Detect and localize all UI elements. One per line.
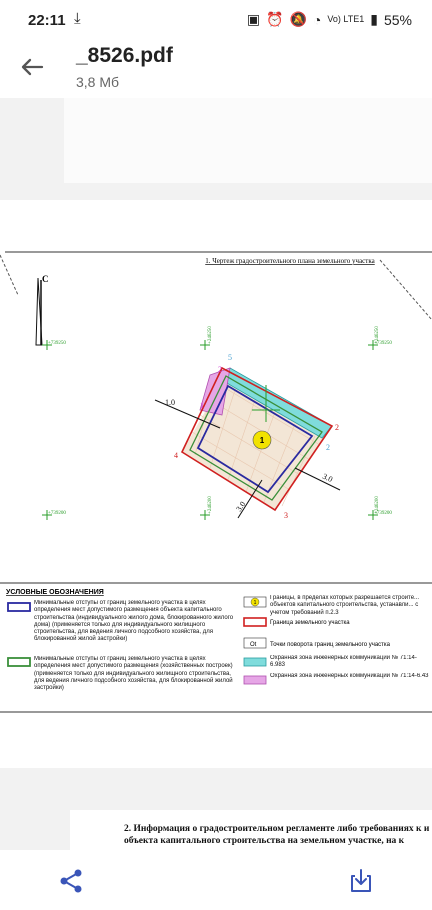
mute-icon: 🔕	[289, 11, 307, 27]
signal-icon: ▮	[370, 11, 378, 27]
legend-right	[244, 595, 432, 691]
download-icon[interactable]	[346, 866, 376, 896]
point-label: 5	[228, 353, 232, 362]
section-heading-continued: объекта капитального строительства на земельном участке, на к	[124, 836, 405, 846]
status-time: 22:11	[28, 12, 66, 29]
share-icon[interactable]	[56, 866, 86, 896]
wifi-icon: ◔	[312, 11, 322, 28]
coord-label: +246250	[208, 326, 213, 344]
legend-item-text: Охранная зона инженерных коммуникаций № 71:14-6.43	[270, 673, 429, 679]
point-label: 2	[326, 443, 330, 452]
point-label: 3	[284, 511, 288, 520]
point-label: 1	[200, 401, 204, 410]
coord-label: +739250	[374, 341, 392, 346]
pdf-page-drawing	[0, 200, 432, 768]
legend-item-text: Минимальные отступы от границ земельного участка в целях определения мест допустимого размещения объекта капитального строительства (индивидуального жилого дома, блокированного жилого дома) (применяется только для индивидуального жилищного строительства, для ведения личного подсобного хозяйства, для блокированной жилой застройки)	[34, 600, 234, 643]
coord-label: +246200	[375, 496, 380, 514]
coord-label: +246200	[208, 496, 213, 514]
file-name: _8526.pdf	[76, 44, 173, 67]
legend-symbol: Ot	[250, 642, 257, 648]
coord-label: +739200	[48, 511, 66, 516]
alarm-icon: ⏰	[266, 11, 284, 27]
pdf-page-previous	[64, 98, 432, 183]
legend-symbol: 1	[253, 600, 257, 606]
coord-label: +739200	[374, 511, 392, 516]
file-size: 3,8 Мб	[76, 74, 120, 90]
legend-item-text: Охранная зона инженерных коммуникаций № 71:14-6.983	[270, 655, 417, 669]
download-status-icon: ⤓	[74, 10, 81, 27]
legend-item-text: Минимальные отступы от границ земельного участка в целях определения мест допустимого размещения (хозяйственных построек) (применяется только для индивидуального жилищного строительства, для ведения личного подсобного хозяйства, для блокированной жилой застройки)	[34, 656, 233, 692]
legend-title: УСЛОВНЫЕ ОБОЗНАЧЕНИЯ	[6, 589, 104, 596]
coord-label: +246250	[375, 326, 380, 344]
legend-item-text: Границы, в пределах которых разрешается строите... объектов капитального строительства, устанавли... с учетом требований п.2.3	[270, 595, 420, 616]
legend-item-text: Точки поворота границ земельного участка	[270, 642, 390, 648]
north-label: С	[42, 274, 49, 284]
app-bar	[0, 40, 432, 98]
coord-label: +739250	[48, 341, 66, 346]
pdf-page[interactable]	[0, 200, 432, 768]
point-label: 2	[218, 365, 222, 374]
dimension-label: 3.0	[234, 499, 248, 514]
point-label: 4	[174, 451, 178, 460]
bottom-action-bar	[0, 850, 432, 910]
battery-percent: 55%	[383, 11, 412, 28]
photo-icon: ▣	[246, 11, 261, 27]
section-heading: 2. Информация о градостроительном регламенте либо требованиях к и	[124, 824, 430, 834]
dimension-label: 1.0	[165, 398, 175, 407]
drawing-title: 1. Чертеж градостроительного плана земельного участка	[205, 257, 375, 265]
dimension-label: 3.0	[321, 471, 335, 485]
status-icons	[247, 11, 412, 28]
point-label: 2	[335, 423, 339, 432]
zone-label: 1	[259, 436, 265, 445]
back-arrow-icon[interactable]	[18, 52, 48, 82]
status-bar	[0, 0, 432, 40]
legend-item-text: Граница земельного участка	[270, 620, 350, 626]
network-label: Vo) LTE1	[327, 14, 365, 24]
legend-left	[8, 600, 240, 708]
